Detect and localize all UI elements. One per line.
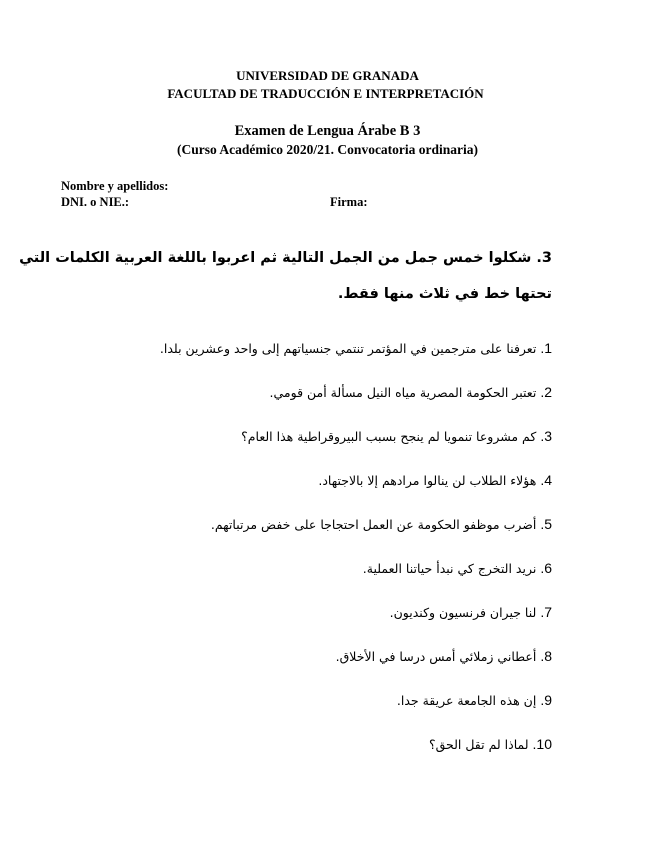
question-number: 10. (532, 736, 552, 752)
question-text: أضرب موظفو الحكومة عن العمل احتجاجا على خفض مرتباتهم. (210, 517, 537, 532)
question-number: 4. (540, 472, 552, 488)
question-item (92, 472, 552, 488)
question-item (92, 604, 552, 620)
question-text: إن هذه الجامعة عريقة جدا. (396, 693, 537, 708)
question-text: لماذا لم تقل الحق؟ (428, 737, 529, 752)
question-item (92, 736, 552, 752)
question-number: 6. (540, 560, 552, 576)
question-item (92, 384, 552, 400)
instruction-line-1: 3. شكلوا خمس جمل من الجمل التالية ثم اعربوا باللغة العربية الكلمات التي (19, 250, 552, 266)
question-number: 9. (540, 692, 552, 708)
instruction-line-2: تحتها خط في ثلاث منها فقط. (337, 286, 552, 302)
question-item (92, 428, 552, 444)
question-text: كم مشروعا تنمويا لم ينجح بسبب البيروقراطية هذا العام؟ (241, 429, 537, 444)
question-text: أعطاني زملائي أمس درسا في الأخلاق. (335, 649, 537, 664)
question-number: 2. (540, 384, 552, 400)
question-text: تعرفنا على مترجمين في المؤتمر تنتمي جنسياتهم إلى واحد وعشرين بلدا. (159, 341, 537, 356)
course-info: (Curso Académico 2020/21. Convocatoria ordinaria) (176, 142, 479, 157)
question-text: نريد التخرج كي نبدأ حياتنا العملية. (362, 561, 537, 576)
question-item (92, 648, 552, 664)
question-number: 7. (540, 604, 552, 620)
faculty-name: FACULTAD DE TRADUCCIÓN E INTERPRETACIÓN (167, 86, 484, 101)
question-number: 1. (540, 340, 552, 356)
question-text: لنا جيران فرنسيون وكنديون. (389, 605, 537, 620)
university-name: UNIVERSIDAD DE GRANADA (236, 68, 419, 83)
question-item (92, 560, 552, 576)
question-number: 5. (540, 516, 552, 532)
question-text: تعتبر الحكومة المصرية مياه النيل مسألة أمن قومي. (269, 385, 537, 400)
question-text: هؤلاء الطلاب لن ينالوا مرادهم إلا بالاجتهاد. (318, 473, 537, 488)
signature-field-label: Firma: (330, 195, 368, 209)
question-item (92, 516, 552, 532)
question-number: 3. (540, 428, 552, 444)
question-item (92, 692, 552, 708)
name-field-label: Nombre y apellidos: (61, 179, 169, 193)
dni-field-label: DNI. o NIE.: (61, 195, 130, 209)
question-item (92, 340, 552, 356)
exam-title: Examen de Lengua Árabe B 3 (234, 123, 421, 139)
question-number: 8. (540, 648, 552, 664)
